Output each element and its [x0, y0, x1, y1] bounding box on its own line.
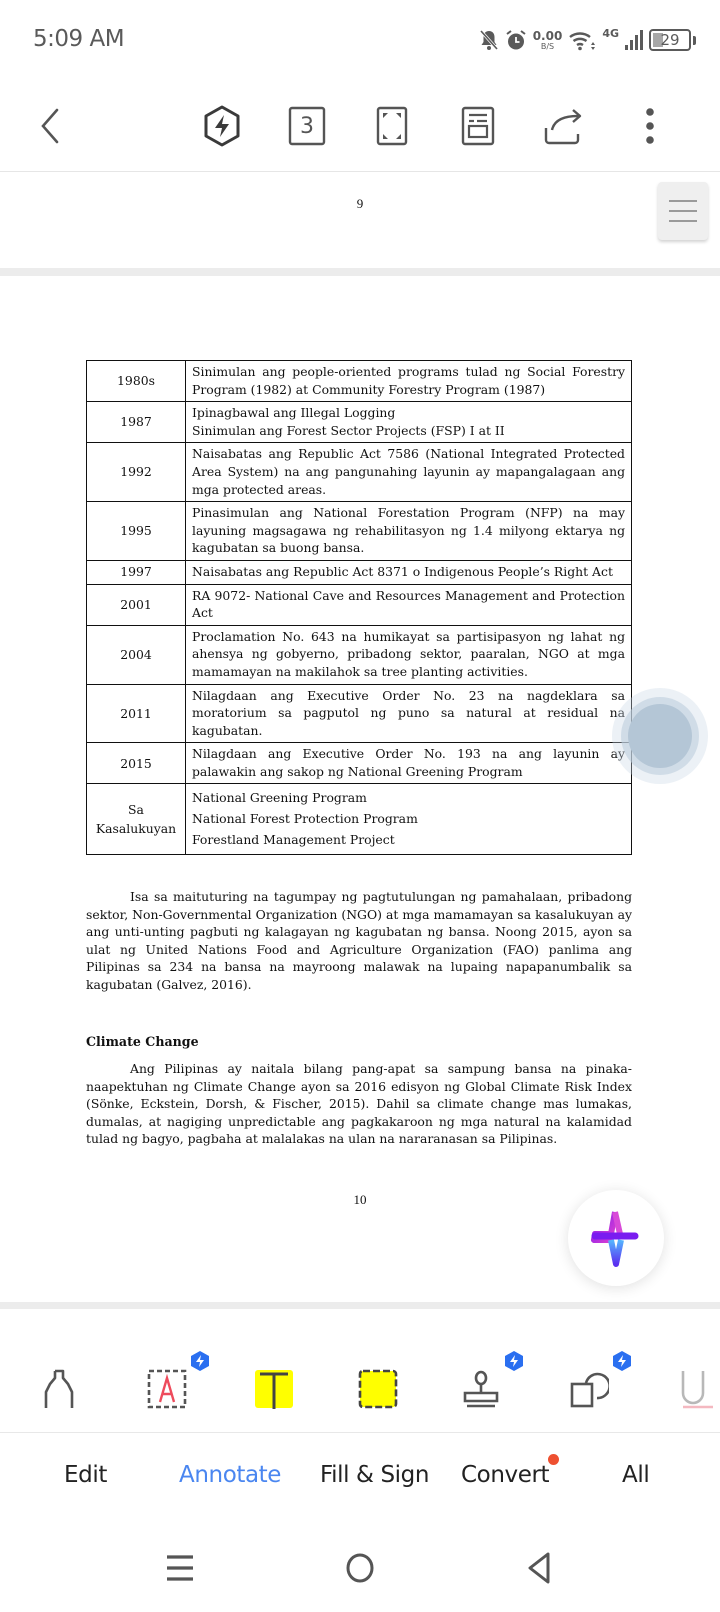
- highlighter-tool[interactable]: [33, 1363, 85, 1415]
- event-year: 1995: [87, 502, 186, 561]
- event-year: 1997: [87, 560, 186, 584]
- tab-annotate[interactable]: [179, 1462, 281, 1488]
- section-heading: Climate Change: [86, 1034, 199, 1049]
- top-toolbar: [0, 80, 720, 172]
- tab-label: Edit: [64, 1462, 107, 1488]
- event-description-line: Sinimulan ang Forest Sector Projects (FSP) I at II: [192, 422, 505, 438]
- fit-screen-icon: [375, 106, 409, 146]
- back-button[interactable]: [26, 102, 74, 150]
- event-year: 2004: [87, 625, 186, 684]
- bell-muted-icon: [479, 29, 499, 51]
- area-highlight-icon: [358, 1369, 398, 1409]
- event-description-line: Naisabatas ang Republic Act 8371 o Indigenous People’s Right Act: [192, 563, 613, 579]
- chevron-left-icon: [35, 106, 65, 146]
- event-description-line: National Forest Protection Program: [192, 811, 418, 827]
- pro-badge-icon: [191, 1351, 209, 1371]
- table-row: [87, 743, 632, 784]
- events-table: [86, 360, 632, 855]
- event-year: 1980s: [87, 361, 186, 402]
- recents-button[interactable]: [160, 1548, 200, 1588]
- battery-icon: [649, 29, 691, 51]
- table-row: [87, 584, 632, 625]
- text-box-icon: [147, 1369, 187, 1409]
- recents-icon: [166, 1554, 194, 1582]
- highlighter-icon: [39, 1367, 79, 1411]
- event-description: [186, 784, 632, 855]
- scroll-handle[interactable]: [612, 688, 708, 784]
- status-time: 5:09 AM: [33, 26, 125, 52]
- net-speed-unit: B/S: [540, 41, 555, 51]
- page-separator: [0, 268, 720, 276]
- event-description-line: Nilagdaan ang Executive Order No. 193 na ang layunin ay palawakin ang sakop ng National Greening Program: [192, 746, 625, 779]
- share-icon: [542, 106, 586, 146]
- system-back-button[interactable]: [520, 1548, 560, 1588]
- table-row: [87, 402, 632, 443]
- event-description-line: Forestland Management Project: [192, 831, 395, 847]
- tab-label: All: [622, 1462, 650, 1488]
- paragraph-text: Isa sa maituturing na tagumpay ng pagtutulungan ng pamahalaan, pribadong sektor, Non-Governmental Organization (NGO) at mga mamamayan sa kasalukuyan ay ang unti-unting pagbuti ng kalagayan ng kagubatan ng bansa. Noong 2015, ayon sa ulat ng United Nations Food and Agriculture Organization (FAO) panlima ang Pilipinas sa 234 na bansa na mayroong malawak na lupaing napapanumbalik sa kagubatan (Galvez, 2016).: [86, 889, 632, 992]
- text-highlight-tool[interactable]: [248, 1363, 300, 1415]
- paragraph-forest-progress: [86, 888, 632, 994]
- stamp-icon: [461, 1369, 501, 1409]
- table-row: [87, 684, 632, 743]
- share-button[interactable]: [540, 102, 588, 150]
- more-options-button[interactable]: [626, 102, 674, 150]
- underline-tool[interactable]: [680, 1363, 720, 1415]
- event-description-line: Sinimulan ang people-oriented programs tulad ng Social Forestry Program (1982) at Community Forestry Program (1987): [192, 364, 625, 397]
- network-type: 4G: [602, 27, 619, 40]
- event-description-line: Ipinagbawal ang Illegal Logging: [192, 405, 396, 421]
- ai-assistant-button[interactable]: [568, 1190, 664, 1286]
- back-triangle-icon: [526, 1552, 554, 1584]
- notification-dot: [548, 1454, 559, 1465]
- reading-mode-icon: [460, 106, 496, 146]
- battery-level: 29: [660, 31, 680, 49]
- tab-convert[interactable]: [461, 1462, 549, 1488]
- scroll-handle-core: [628, 704, 692, 768]
- pro-badge-icon: [505, 1351, 523, 1371]
- event-year: 2001: [87, 584, 186, 625]
- event-description-line: RA 9072- National Cave and Resources Management and Protection Act: [192, 587, 625, 621]
- signal-icon: [625, 29, 643, 51]
- underline-icon: [680, 1369, 720, 1409]
- event-description: [186, 502, 632, 561]
- table-row: [87, 361, 632, 402]
- event-description: [186, 560, 632, 584]
- event-description: [186, 443, 632, 502]
- net-speed: [533, 30, 563, 51]
- battery-tip: [693, 36, 696, 45]
- menu-lines-icon: [669, 200, 697, 202]
- event-description: [186, 361, 632, 402]
- text-box-tool[interactable]: [141, 1363, 193, 1415]
- more-vertical-icon: [644, 106, 656, 146]
- tab-label: Fill & Sign: [320, 1462, 430, 1488]
- shapes-tool[interactable]: [563, 1363, 615, 1415]
- event-year: 1992: [87, 443, 186, 502]
- status-bar: [0, 0, 720, 80]
- event-year: Sa Kasalukuyan: [87, 784, 186, 855]
- stamp-tool[interactable]: [455, 1363, 507, 1415]
- page-number-top: 9: [356, 196, 364, 211]
- table-row: [87, 443, 632, 502]
- table-row: [87, 560, 632, 584]
- bottom-separator: [0, 1302, 720, 1309]
- home-icon: [345, 1553, 375, 1583]
- scroll-handle-ring: [621, 697, 699, 775]
- fit-screen-button[interactable]: [368, 102, 416, 150]
- status-icons: [479, 26, 696, 54]
- event-description-line: Naisabatas ang Republic Act 7586 (National Integrated Protected Area System) na ang pangunahing layunin ay mapangalagaan ang mga protected areas.: [192, 446, 625, 497]
- shapes-icon: [569, 1369, 609, 1409]
- event-description-line: Pinasimulan ang National Forestation Program (NFP) na may layuning magsagawa ng rehabilitasyon ng 1.4 milyong ektarya ng kagubatan sa buong bansa.: [192, 505, 625, 556]
- paragraph-text: Ang Pilipinas ay naitala bilang pang-apat sa sampung bansa na pinaka-naapektuhan ng Climate Change ayon sa 2016 edisyon ng Global Climate Risk Index (Sönke, Eckstein, Dorsh, & Fischer, 2015). Dahil sa climate change mas lumakas, dumalas, at nagiging unpredictable ang pagkakaroon ng mga natural na kalamidad tulad ng bagyo, pagbaha at malalakas na ulan na nararanasan sa Pilipinas.: [86, 1061, 632, 1147]
- paragraph-climate-change: [86, 1060, 632, 1148]
- event-description: [186, 625, 632, 684]
- sparkle-ai-icon: [591, 1208, 641, 1268]
- page-count: 3: [300, 113, 314, 139]
- event-description-line: Proclamation No. 643 na humikayat sa partisipasyon ng lahat ng ahensya ng gobyerno, pribadong sektor, paaralan, NGO at mga mamamayan na makilahok sa tree planting activities.: [192, 628, 625, 679]
- page-count-button[interactable]: [283, 102, 331, 150]
- event-description: [186, 684, 632, 743]
- pro-badge-icon: [613, 1351, 631, 1371]
- reading-mode-button[interactable]: [454, 102, 502, 150]
- event-description: [186, 402, 632, 443]
- net-speed-value: 0.00: [532, 28, 563, 43]
- event-description-line: Nilagdaan ang Executive Order No. 23 na nagdeklara sa moratorium sa pagputol ng puno sa natural at residual na kagubatan.: [192, 687, 625, 738]
- tab-label: Annotate: [179, 1462, 282, 1488]
- lightning-hexagon-icon: [202, 105, 242, 147]
- tab-all[interactable]: [622, 1462, 649, 1488]
- event-year: 2015: [87, 743, 186, 784]
- tab-fill-sign[interactable]: [320, 1462, 429, 1488]
- bottom-tabs: [0, 1434, 720, 1514]
- wifi-icon: [568, 29, 596, 51]
- menu-lines-icon: [669, 210, 697, 212]
- menu-lines-icon: [669, 220, 697, 222]
- event-description-line: National Greening Program: [192, 790, 367, 806]
- table-row: [87, 502, 632, 561]
- page-number-bottom: 10: [353, 1192, 367, 1207]
- area-highlight-tool[interactable]: [352, 1363, 404, 1415]
- event-year: 2011: [87, 684, 186, 743]
- text-highlight-icon: [254, 1369, 294, 1409]
- tab-label: Convert: [461, 1462, 550, 1488]
- tab-edit[interactable]: [64, 1462, 107, 1488]
- home-button[interactable]: [340, 1548, 380, 1588]
- outline-button[interactable]: [658, 182, 708, 240]
- system-nav-bar: [0, 1514, 720, 1612]
- event-description: [186, 743, 632, 784]
- table-row: [87, 784, 632, 855]
- pro-features-button[interactable]: [198, 102, 246, 150]
- annotate-tools-row: [0, 1309, 720, 1433]
- event-description: [186, 584, 632, 625]
- event-year: 1987: [87, 402, 186, 443]
- document-viewer[interactable]: [0, 172, 720, 1268]
- table-row: [87, 625, 632, 684]
- alarm-icon: [505, 29, 527, 51]
